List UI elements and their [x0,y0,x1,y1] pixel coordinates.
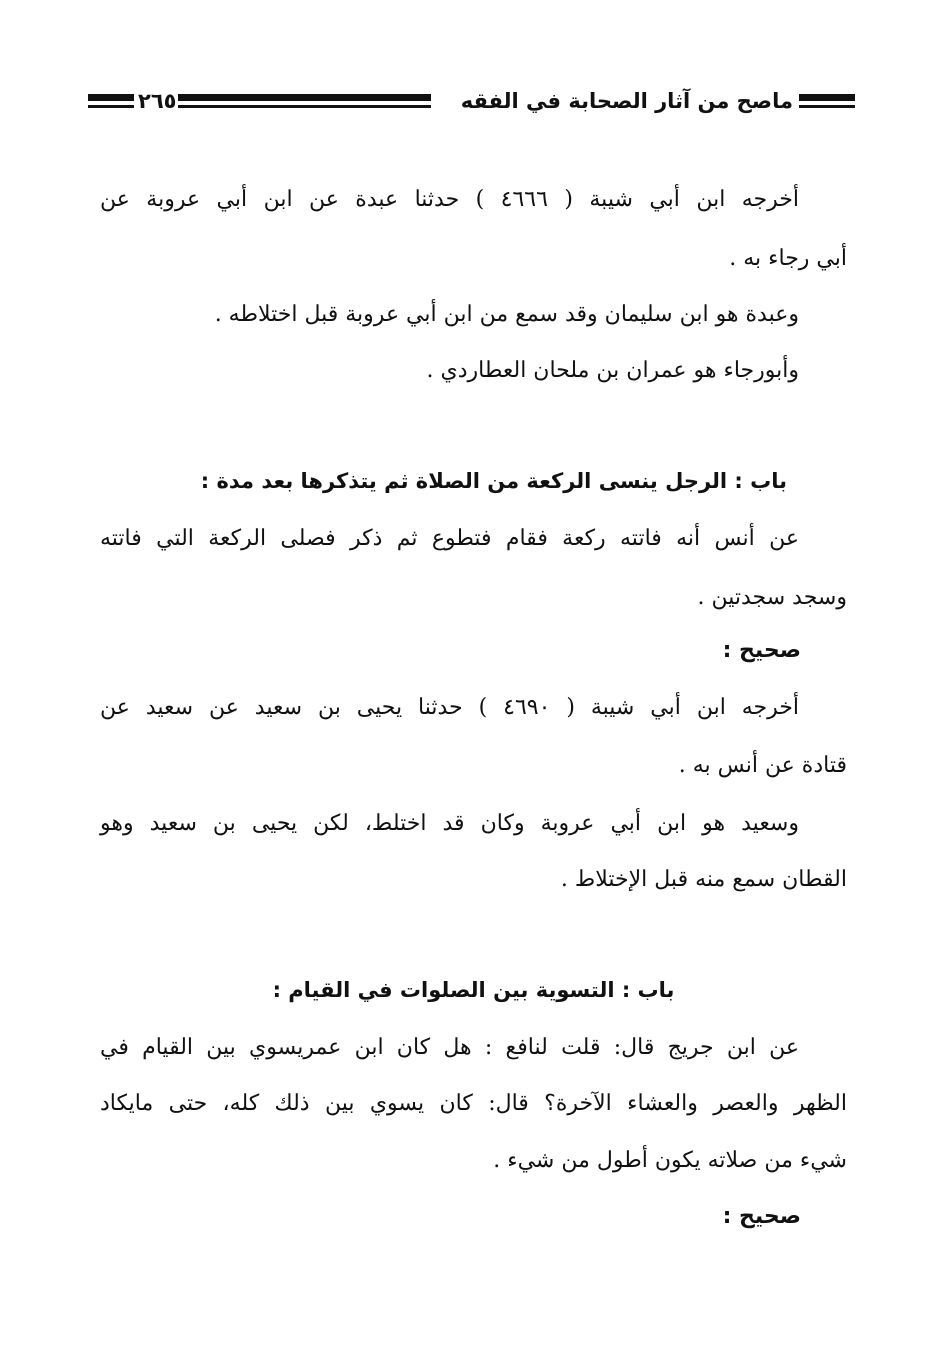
page-number: ٢٦٥ [138,89,177,113]
section-heading: باب : التسوية بين الصلوات في القيام : [272,978,675,1002]
text-line: وسعيد هو ابن أبي عروبة وكان قد اختلط، لكن يحيى بن سعيد وهو [100,811,799,836]
text-line: أخرجه ابن أبي شيبة ( ٤٦٦٦ ) حدثنا عبدة عن ابن أبي عروبة عن [100,187,799,212]
text-line: وعبدة هو ابن سليمان وقد سمع من ابن أبي عروبة قبل اختلاطه . [214,302,799,327]
grading-label: صحيح : [722,1204,801,1229]
text-line: شيء من صلاته يكون أطول من شيء . [493,1148,847,1173]
text-line: قتادة عن أنس به . [678,753,847,778]
text-line: وسجد سجدتين . [697,585,847,610]
section-heading: باب : الرجل ينسى الركعة من الصلاة ثم يتذكرها بعد مدة : [200,469,787,493]
text-line: القطان سمع منه قبل الإختلاط . [560,867,847,892]
text-line: أخرجه ابن أبي شيبة ( ٤٦٩٠ ) حدثنا يحيى بن سعيد عن سعيد عن [100,695,799,720]
header-rule-middle [178,94,431,108]
book-title: ماصح من آثار الصحابة في الفقه [460,89,793,113]
text-line: أبي رجاء به . [729,246,847,271]
running-header [88,84,855,118]
text-line: عن ابن جريج قال: قلت لنافع : هل كان ابن عمريسوي بين القيام في [100,1035,799,1060]
header-rule-right [799,94,855,108]
grading-label: صحيح : [722,638,801,663]
text-line: الظهر والعصر والعشاء الآخرة؟ قال: كان يسوي بين ذلك كله، حتى مايكاد [100,1091,847,1116]
header-rule-left [88,94,134,108]
text-line: عن أنس أنه فاتته ركعة فقام فتطوع ثم ذكر فصلى الركعة التي فاتته [100,526,799,551]
text-line: وأبورجاء هو عمران بن ملحان العطاردي . [426,358,799,383]
